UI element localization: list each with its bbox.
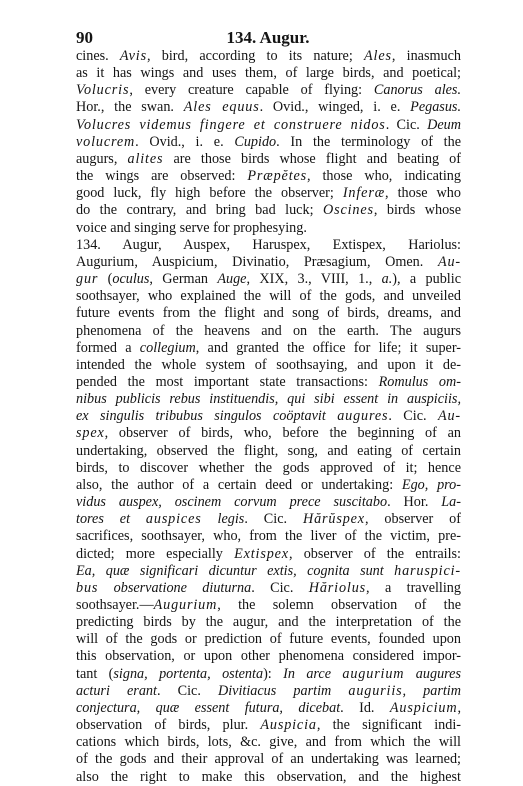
italic-run: Volucres videmus fingere et construere nidos [76, 116, 386, 133]
text-line [76, 769, 461, 786]
italic-run: Ales [364, 48, 392, 64]
italic-run: , partim [402, 682, 461, 699]
italic-run: acturi erant [76, 682, 157, 699]
italic-run: Oscines [322, 202, 374, 219]
text-run: , observer of the entrails: [288, 545, 461, 562]
text-line [76, 391, 461, 408]
text-run: ): [263, 665, 284, 682]
text-run: predicting birds by the augur, and the interpretation of the [76, 614, 461, 631]
text-run: . Ovid., i. e. [135, 133, 235, 150]
text-run: as it has wings and uses them, of large birds, and poetical; [76, 65, 461, 82]
text-run: will of the gods or prediction of future events, founded upon [76, 631, 461, 648]
italic-run: observatione diuturna [98, 579, 252, 596]
text-run: . Hor. [387, 494, 442, 511]
text-run: , the solemn observation of the [217, 597, 461, 613]
text-line [76, 511, 461, 528]
italic-run: Ea, quæ significari dicuntur extis, cognita sunt [76, 562, 395, 579]
text-run: soothsayer.— [76, 597, 154, 613]
italic-run: Augurium [153, 597, 218, 613]
italic-run: Romulus om- [378, 373, 461, 390]
text-run: , [457, 699, 461, 716]
text-line [76, 65, 461, 82]
text-run: 134. Augur, Auspex, Haruspex, Extispex, Hariolus: [76, 236, 461, 253]
italic-run: augurium [342, 665, 405, 682]
italic-run: Præpĕtes [247, 168, 308, 185]
italic-run: Extispex [234, 545, 289, 562]
text-run: are those birds whose flight and beating of [163, 150, 461, 167]
text-line [76, 305, 461, 322]
text-line [76, 271, 461, 288]
italic-run: Hărŭspex [302, 511, 365, 528]
text-run: . Id. [340, 699, 390, 716]
italic-run: haruspici- [394, 562, 461, 579]
text-run: ( [98, 271, 113, 288]
text-run: sacrifices, soothsayer, who, from the liver of the victim, pre- [76, 528, 461, 545]
text-run: , bird, according to its nature; [146, 48, 365, 64]
italic-run: ex singulis tribubus singulos coöptavit [76, 408, 338, 425]
text-line [76, 168, 461, 185]
text-run: cines. [76, 48, 120, 64]
text-line [76, 717, 461, 734]
text-line [76, 546, 461, 563]
text-line [76, 151, 461, 168]
page-number: 90 [76, 28, 93, 47]
italic-run: Auge [217, 271, 247, 288]
text-line [76, 48, 461, 65]
italic-run: oculus [112, 271, 150, 288]
text-run: , XIX, 3., VIII, 1., [246, 271, 382, 288]
text-run: do the contrary, and bring bad luck; [76, 202, 323, 219]
running-header [76, 28, 460, 48]
italic-run: collegium [139, 339, 196, 356]
text-run: voice and singing serve for prophesying. [76, 219, 307, 236]
text-run: the wings are observed: [76, 168, 248, 185]
text-run: , observer of birds, who, before the beginning of an [104, 425, 461, 442]
italic-run: In arce [283, 665, 343, 682]
running-title: 134. Augur. [226, 28, 310, 47]
text-line [76, 477, 461, 494]
italic-run: Auspicia [260, 717, 317, 734]
text-line [76, 425, 461, 442]
text-run: ), a public [392, 271, 461, 288]
italic-run: Au- [437, 408, 462, 425]
italic-run: a. [381, 271, 393, 288]
text-run: augurs, [76, 150, 128, 167]
italic-run: auspices [145, 511, 202, 528]
text-run: , the significant indi- [316, 717, 461, 734]
italic-run: spex [76, 425, 105, 442]
italic-run: Volucris [76, 82, 130, 99]
text-line [76, 288, 461, 305]
text-run: , and granted the office for life; it super- [195, 339, 461, 356]
text-line [76, 408, 461, 425]
text-line [76, 563, 461, 580]
text-line [76, 82, 461, 99]
italic-run: Auspicium [389, 699, 458, 716]
text-run: good luck, fly high before the observer; [76, 185, 343, 202]
text-line [76, 443, 461, 460]
text-run: also the right to make this observation, and the highest [76, 768, 461, 785]
text-run: , every creature capable of flying: [129, 82, 374, 99]
text-line [76, 185, 461, 202]
italic-run: auguriis [348, 682, 403, 699]
italic-run: Ales equus [183, 99, 260, 116]
text-line [76, 580, 461, 597]
italic-run: Pegasus. [410, 99, 461, 116]
italic-run: Canorus ales. [373, 82, 461, 99]
text-line [76, 614, 461, 631]
text-line [76, 323, 461, 340]
italic-run: Au- [437, 253, 461, 270]
text-run: , those who, indicating [307, 168, 461, 185]
text-run: . Cic. [385, 116, 428, 133]
italic-run: Avis [119, 48, 147, 64]
text-line [76, 254, 461, 271]
text-run: , German [149, 271, 218, 288]
text-line [76, 99, 461, 116]
text-run: observation of birds, plur. [76, 717, 261, 734]
italic-run: bus [76, 579, 99, 596]
text-run: undertaking, observed the flight, song, and eating of certain [76, 442, 461, 459]
italic-run: alites [127, 150, 164, 167]
text-line [76, 340, 461, 357]
text-run: soothsayer, who explained the will of the gods, and unveiled [76, 288, 461, 305]
italic-run: vidus auspex, oscinem corvum prece suscitabo [76, 494, 388, 511]
text-line [76, 528, 461, 545]
text-run: pended the most important state transactions: [76, 373, 379, 390]
text-run: , those who [385, 185, 461, 202]
text-line [76, 648, 461, 665]
text-run: Hor., the swan. [76, 99, 184, 116]
text-line [76, 597, 461, 614]
text-run: tant ( [76, 665, 114, 682]
text-line [76, 734, 461, 751]
text-line [76, 202, 461, 219]
text-run: phenomena of the heavens and on the earth. The augurs [76, 322, 461, 339]
italic-run: Hăriolus [308, 579, 367, 596]
italic-run: volucrem [76, 133, 136, 150]
text-line [76, 117, 461, 134]
italic-run: augures [404, 665, 461, 682]
text-run: . Cic. [251, 579, 309, 596]
text-run: of the gods and their approval of an undertaking was learned; [76, 751, 461, 768]
text-run: future events from the flight and song of birds, dreams, and [76, 305, 461, 322]
text-run: . Cic. [388, 408, 438, 425]
text-line [76, 374, 461, 391]
body-text [76, 48, 461, 786]
italic-run: augures [337, 408, 389, 425]
italic-run: Divitiacus partim [217, 682, 349, 699]
text-line [76, 494, 461, 511]
italic-run: gur [76, 271, 99, 288]
text-run: , birds whose [373, 202, 461, 219]
text-line [76, 134, 461, 151]
text-line [76, 237, 461, 254]
text-run: . Cic. [244, 511, 303, 528]
text-line [76, 683, 461, 700]
italic-run: La- [441, 494, 461, 511]
text-run: intended the whole system of soothsaying, and upon it de- [76, 356, 461, 373]
text-run: dicted; more especially [76, 545, 235, 562]
text-line [76, 700, 461, 717]
italic-run: signa, portenta, ostenta [113, 665, 264, 682]
text-run: , observer of [364, 511, 461, 528]
text-run: . Cic. [156, 682, 218, 699]
italic-run: Ego, pro- [401, 476, 461, 493]
text-run: this observation, or upon other phenomena considered impor- [76, 648, 461, 665]
text-line [76, 666, 461, 683]
italic-run: Inferæ [342, 185, 386, 202]
italic-run: conjectura, quæ essent futura, dicebat [76, 699, 341, 716]
text-run: . In the terminology of the [276, 133, 461, 150]
text-run: birds, to discover whether the gods approved of it; hence [76, 459, 461, 476]
text-line [76, 460, 461, 477]
text-run: , a travelling [366, 579, 461, 596]
text-run: formed a [76, 339, 140, 356]
text-line [76, 220, 461, 237]
italic-run: nibus publicis rebus instituendis, qui sibi essent in auspiciis, [76, 391, 461, 408]
italic-run: legis [201, 511, 245, 528]
italic-run: Cupido [234, 133, 277, 150]
text-run: cations which birds, lots, &c. give, and from which the will [76, 734, 461, 751]
text-line [76, 751, 461, 768]
text-run: , inasmuch [391, 48, 461, 64]
italic-run: Deum [427, 116, 462, 133]
text-line [76, 631, 461, 648]
text-line [76, 357, 461, 374]
text-run: . Ovid., winged, i. e. [259, 99, 411, 116]
text-run: Augurium, Auspicium, Divinatio, Præsagium, Omen. [76, 253, 438, 270]
text-run: also, the author of a certain deed or undertaking: [76, 476, 402, 493]
italic-run: tores et [76, 511, 146, 528]
